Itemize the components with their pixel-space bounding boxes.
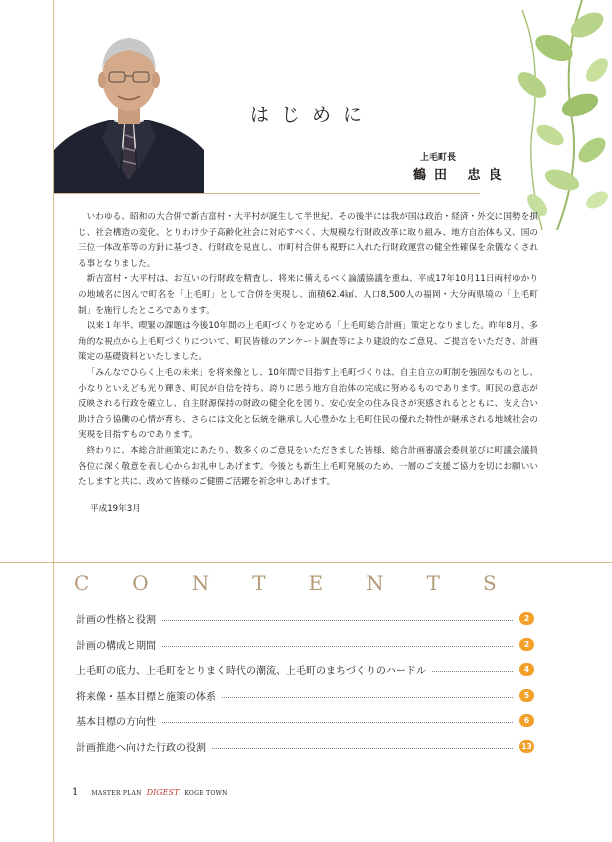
preface-paragraph: 以来１年半、喫緊の課題は今後10年間の上毛町づくりを定める「上毛町総合計画」策定となりました。昨年8月、多角的な視点から上毛町づくりについて、町民皆様のアンケート調査等により建設的なご意見、ご提言をいただき、計画策定の基礎資料といたしました。: [78, 321, 538, 363]
preface-paragraph: 新吉富村・大平村は、お互いの行財政を精査し、将来に備えるべく論議協議を重ね、平成17年10月11日両村ゆかりの地域名に因んで町名を「上毛町」として合併を実現し、面積62.4㎢、人口8,500人の福岡・大分両県境の「上毛町制」を施行したところであります。: [78, 274, 538, 316]
contents-heading: CONTENTS: [74, 571, 540, 595]
toc-leader: [212, 748, 513, 749]
toc-leader: [162, 646, 513, 647]
preface-date: 平成19年3月: [90, 504, 141, 514]
mayor-title: 上毛町長: [420, 153, 457, 163]
footer-koge-town: KOGE TOWN: [184, 790, 228, 797]
header-divider: [53, 193, 480, 194]
toc-item-label: 上毛町の底力、上毛町をとりまく時代の潮流、上毛町のまちづくりのハードル: [76, 666, 426, 678]
toc-item-label: 計画の構成と期間: [76, 640, 156, 652]
toc-page-badge: 6: [519, 714, 534, 727]
preface-paragraph: 「みんなでひらく上毛の未来」を将来像とし、10年間で目指す上毛町づくりは、自主自立の町制を強固なものとし、小なりといえども光り輝き、町民が自信を持ち、誇りに思う地方自治体の完成に努めるものであります。町民の意志が反映される行政を確立し、自主財源保持の財政の健全化を図り、安心安全の住み良さが実感されるとともに、支え合い助け合う協働の心情が育ち、さらには文化と伝統を継承し人心豊かな上毛町住民の優れた特性が継承される地域社会の実現を目指すものであります。: [78, 367, 538, 441]
toc-leader: [222, 697, 513, 698]
toc-item-label: 基本目標の方向性: [76, 717, 156, 729]
preface-paragraph: いわゆる、昭和の大合併で新吉富村・大平村が誕生して半世紀、その後半には我が国は政治・経済・外交に国勢を損じ、社会構造の変化、とりわけ少子高齢化社会に対応すべく、大規模な行財政改革に取り組み、地方自治体も又、国の三位一体改革等の方針に基づき、行財政を見直し、市町村合併も視野に入れた行財政運営の健全性確保を余儀なくされる事となりました。: [78, 212, 538, 269]
preface-paragraph: 終わりに、本総合計画策定にあたり、数多くのご意見をいただきました皆様、総合計画審議会委員並びに町議会議員各位に深く敬意を表し心からお礼申しあげます。今後とも新生上毛町発展のため、一層のご支援ご協力を切にお願いいたしますと共に、改めて皆様のご健勝ご活躍を祈念申しあげます。: [78, 445, 538, 488]
toc-item-label: 計画の性格と役割: [76, 615, 156, 627]
toc-item[interactable]: [76, 632, 534, 658]
page-title: はじめに: [250, 104, 375, 126]
contents-divider: [0, 562, 612, 563]
table-of-contents: [76, 606, 534, 759]
toc-item[interactable]: [76, 657, 534, 683]
toc-page-badge: 13: [519, 740, 534, 753]
toc-item-label: 将来像・基本目標と施策の体系: [76, 691, 216, 703]
footer-master-plan: MASTER PLAN: [91, 790, 142, 797]
toc-item[interactable]: [76, 606, 534, 632]
toc-page-badge: 2: [519, 612, 534, 625]
preface-body: [78, 210, 538, 491]
page-number: 1: [72, 787, 79, 798]
toc-item[interactable]: [76, 734, 534, 760]
toc-page-badge: 5: [519, 689, 534, 702]
page-footer: [72, 787, 228, 798]
toc-page-badge: 2: [519, 638, 534, 651]
toc-item[interactable]: [76, 708, 534, 734]
toc-item-label: 計画推進へ向けた行政の役割: [76, 742, 206, 754]
leaf-decoration: [462, 0, 612, 230]
mayor-name: 鶴田 忠良: [413, 168, 510, 183]
toc-page-badge: 4: [519, 663, 534, 676]
toc-item[interactable]: [76, 683, 534, 709]
footer-digest: DIGEST: [146, 788, 180, 797]
mayor-portrait: [54, 20, 204, 193]
toc-leader: [162, 620, 513, 621]
toc-leader: [432, 671, 513, 672]
toc-leader: [162, 722, 513, 723]
